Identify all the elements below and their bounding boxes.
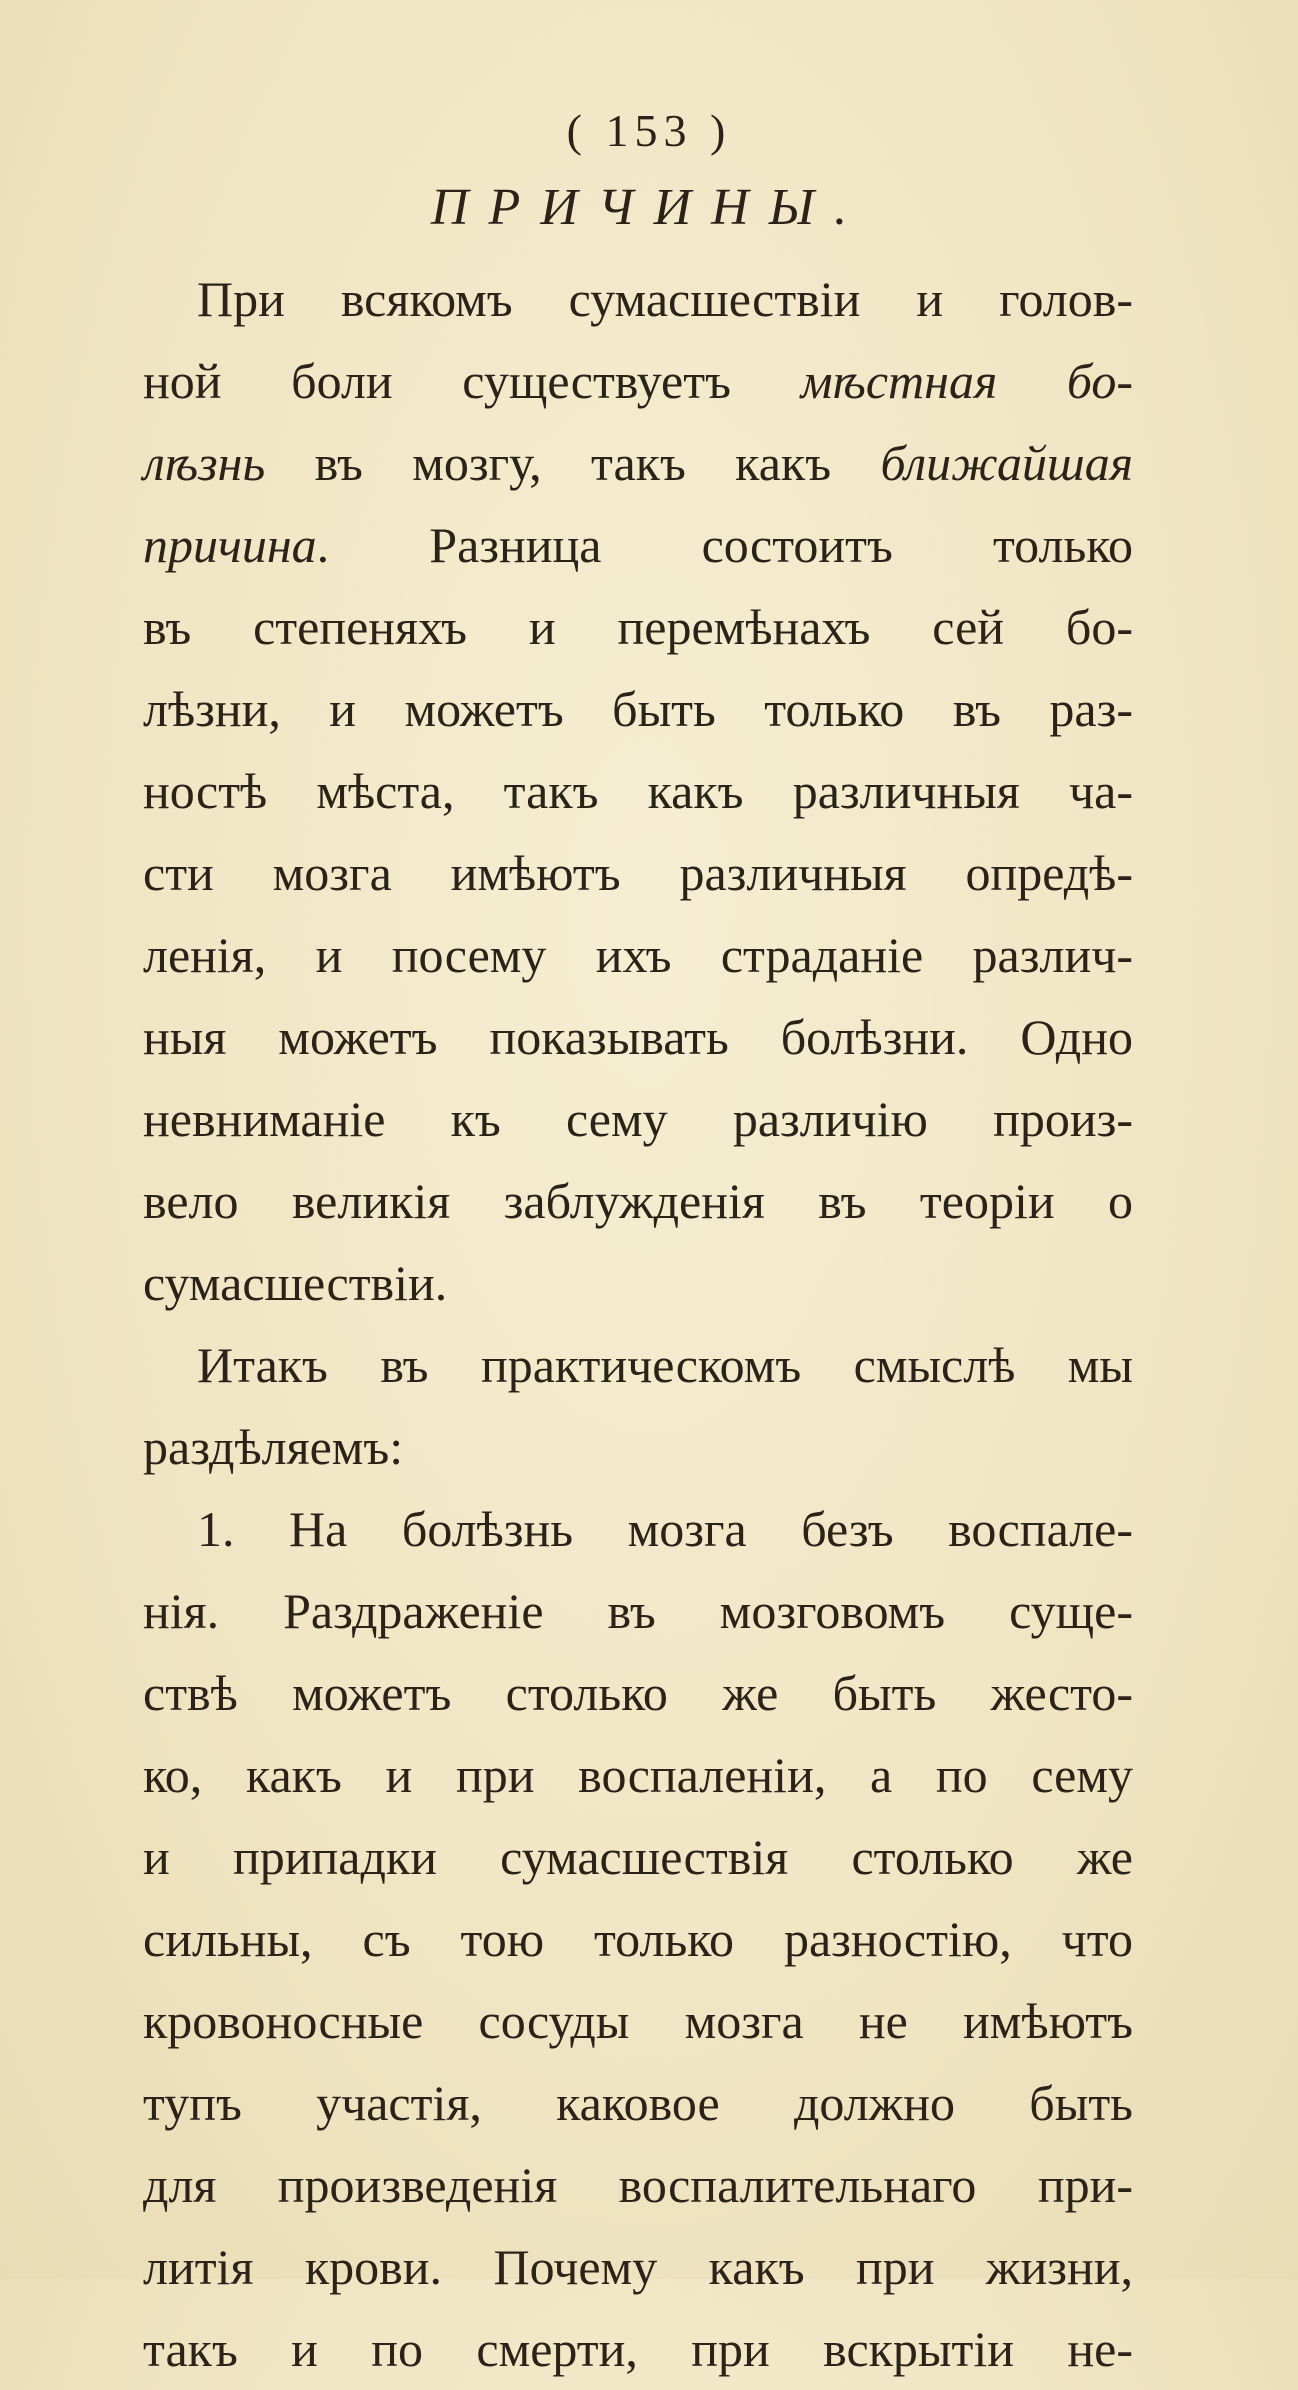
text-line [143,340,1133,422]
text-segment: ностѣ мѣста, такъ какъ различныя ча- [143,763,1133,819]
text-segment: для произведенія воспалительнаго при- [143,2157,1133,2213]
page-number: ( 153 ) [566,105,732,156]
italic-segment: мѣстная бо- [800,353,1133,409]
text-segment: сумасшествіи. [143,1255,448,1311]
text-line [143,750,1133,832]
text-line [143,586,1133,668]
text-segment: сти мозга имѣютъ различныя опредѣ- [143,845,1133,901]
text-segment: сильны, съ тою только разностію, что [143,1911,1133,1967]
text-line [143,422,1133,504]
text-line [143,258,1133,340]
text-segment: невниманіе къ сему различію произ- [143,1091,1133,1147]
text-line [143,1898,1133,1980]
text-segment: литія крови. Почему какъ при жизни, [143,2239,1133,2295]
text-segment: 1. На болѣзнь мозга безъ воспале- [197,1501,1133,1557]
text-line [143,1078,1133,1160]
text-line [143,1980,1133,2062]
text-segment: и припадки сумасшествія столько же [143,1829,1133,1885]
text-line [143,2144,1133,2226]
text-line [143,668,1133,750]
text-line [143,914,1133,996]
text-segment: въ мозгу, такъ какъ [265,435,881,491]
text-line [143,1652,1133,1734]
text-line [143,996,1133,1078]
text-line [143,2308,1133,2390]
text-segment: ной боли существуетъ [143,353,801,409]
text-segment: Итакъ въ практическомъ смыслѣ мы [197,1337,1133,1393]
text-segment: въ степеняхъ и перемѣнахъ сей бо- [143,599,1133,655]
text-line [143,1734,1133,1816]
italic-segment: причина [143,517,317,573]
text-line [143,1406,1133,1488]
text-line [143,832,1133,914]
text-segment: тупъ участія, каковое должно быть [143,2075,1133,2131]
text-segment: ленія, и посему ихъ страданіе различ- [143,927,1133,983]
text-line [143,2062,1133,2144]
text-segment: ко, какъ и при воспаленіи, а по сему [143,1747,1133,1803]
text-segment: ныя можетъ показывать болѣзни. Одно [143,1009,1133,1065]
text-line [143,1324,1133,1406]
text-line [143,1160,1133,1242]
text-line [143,1570,1133,1652]
text-segment: кровоносные сосуды мозга не имѣютъ [143,1993,1133,2049]
text-segment: лѣзни, и можетъ быть только въ раз- [143,681,1133,737]
text-line [143,1488,1133,1570]
text-line [143,1816,1133,1898]
italic-segment: ближайшая [880,435,1133,491]
body-text [143,258,1133,2390]
text-line [143,1242,1133,1324]
italic-segment: лѣзнь [143,435,266,491]
text-segment: такъ и по смерти, при вскрытіи не- [143,2321,1133,2377]
text-segment: раздѣляемъ: [143,1419,404,1475]
text-segment: При всякомъ сумасшествіи и голов- [197,271,1133,327]
text-segment: . Разница состоитъ только [316,517,1133,573]
text-segment: нія. Раздраженіе въ мозговомъ суще- [143,1583,1133,1639]
text-segment: ствѣ можетъ столько же быть жесто- [143,1665,1133,1721]
text-line [143,2226,1133,2308]
section-heading: ПРИЧИНЫ. [430,179,868,236]
text-segment: вело великія заблужденія въ теоріи о [143,1173,1133,1229]
text-line [143,504,1133,586]
